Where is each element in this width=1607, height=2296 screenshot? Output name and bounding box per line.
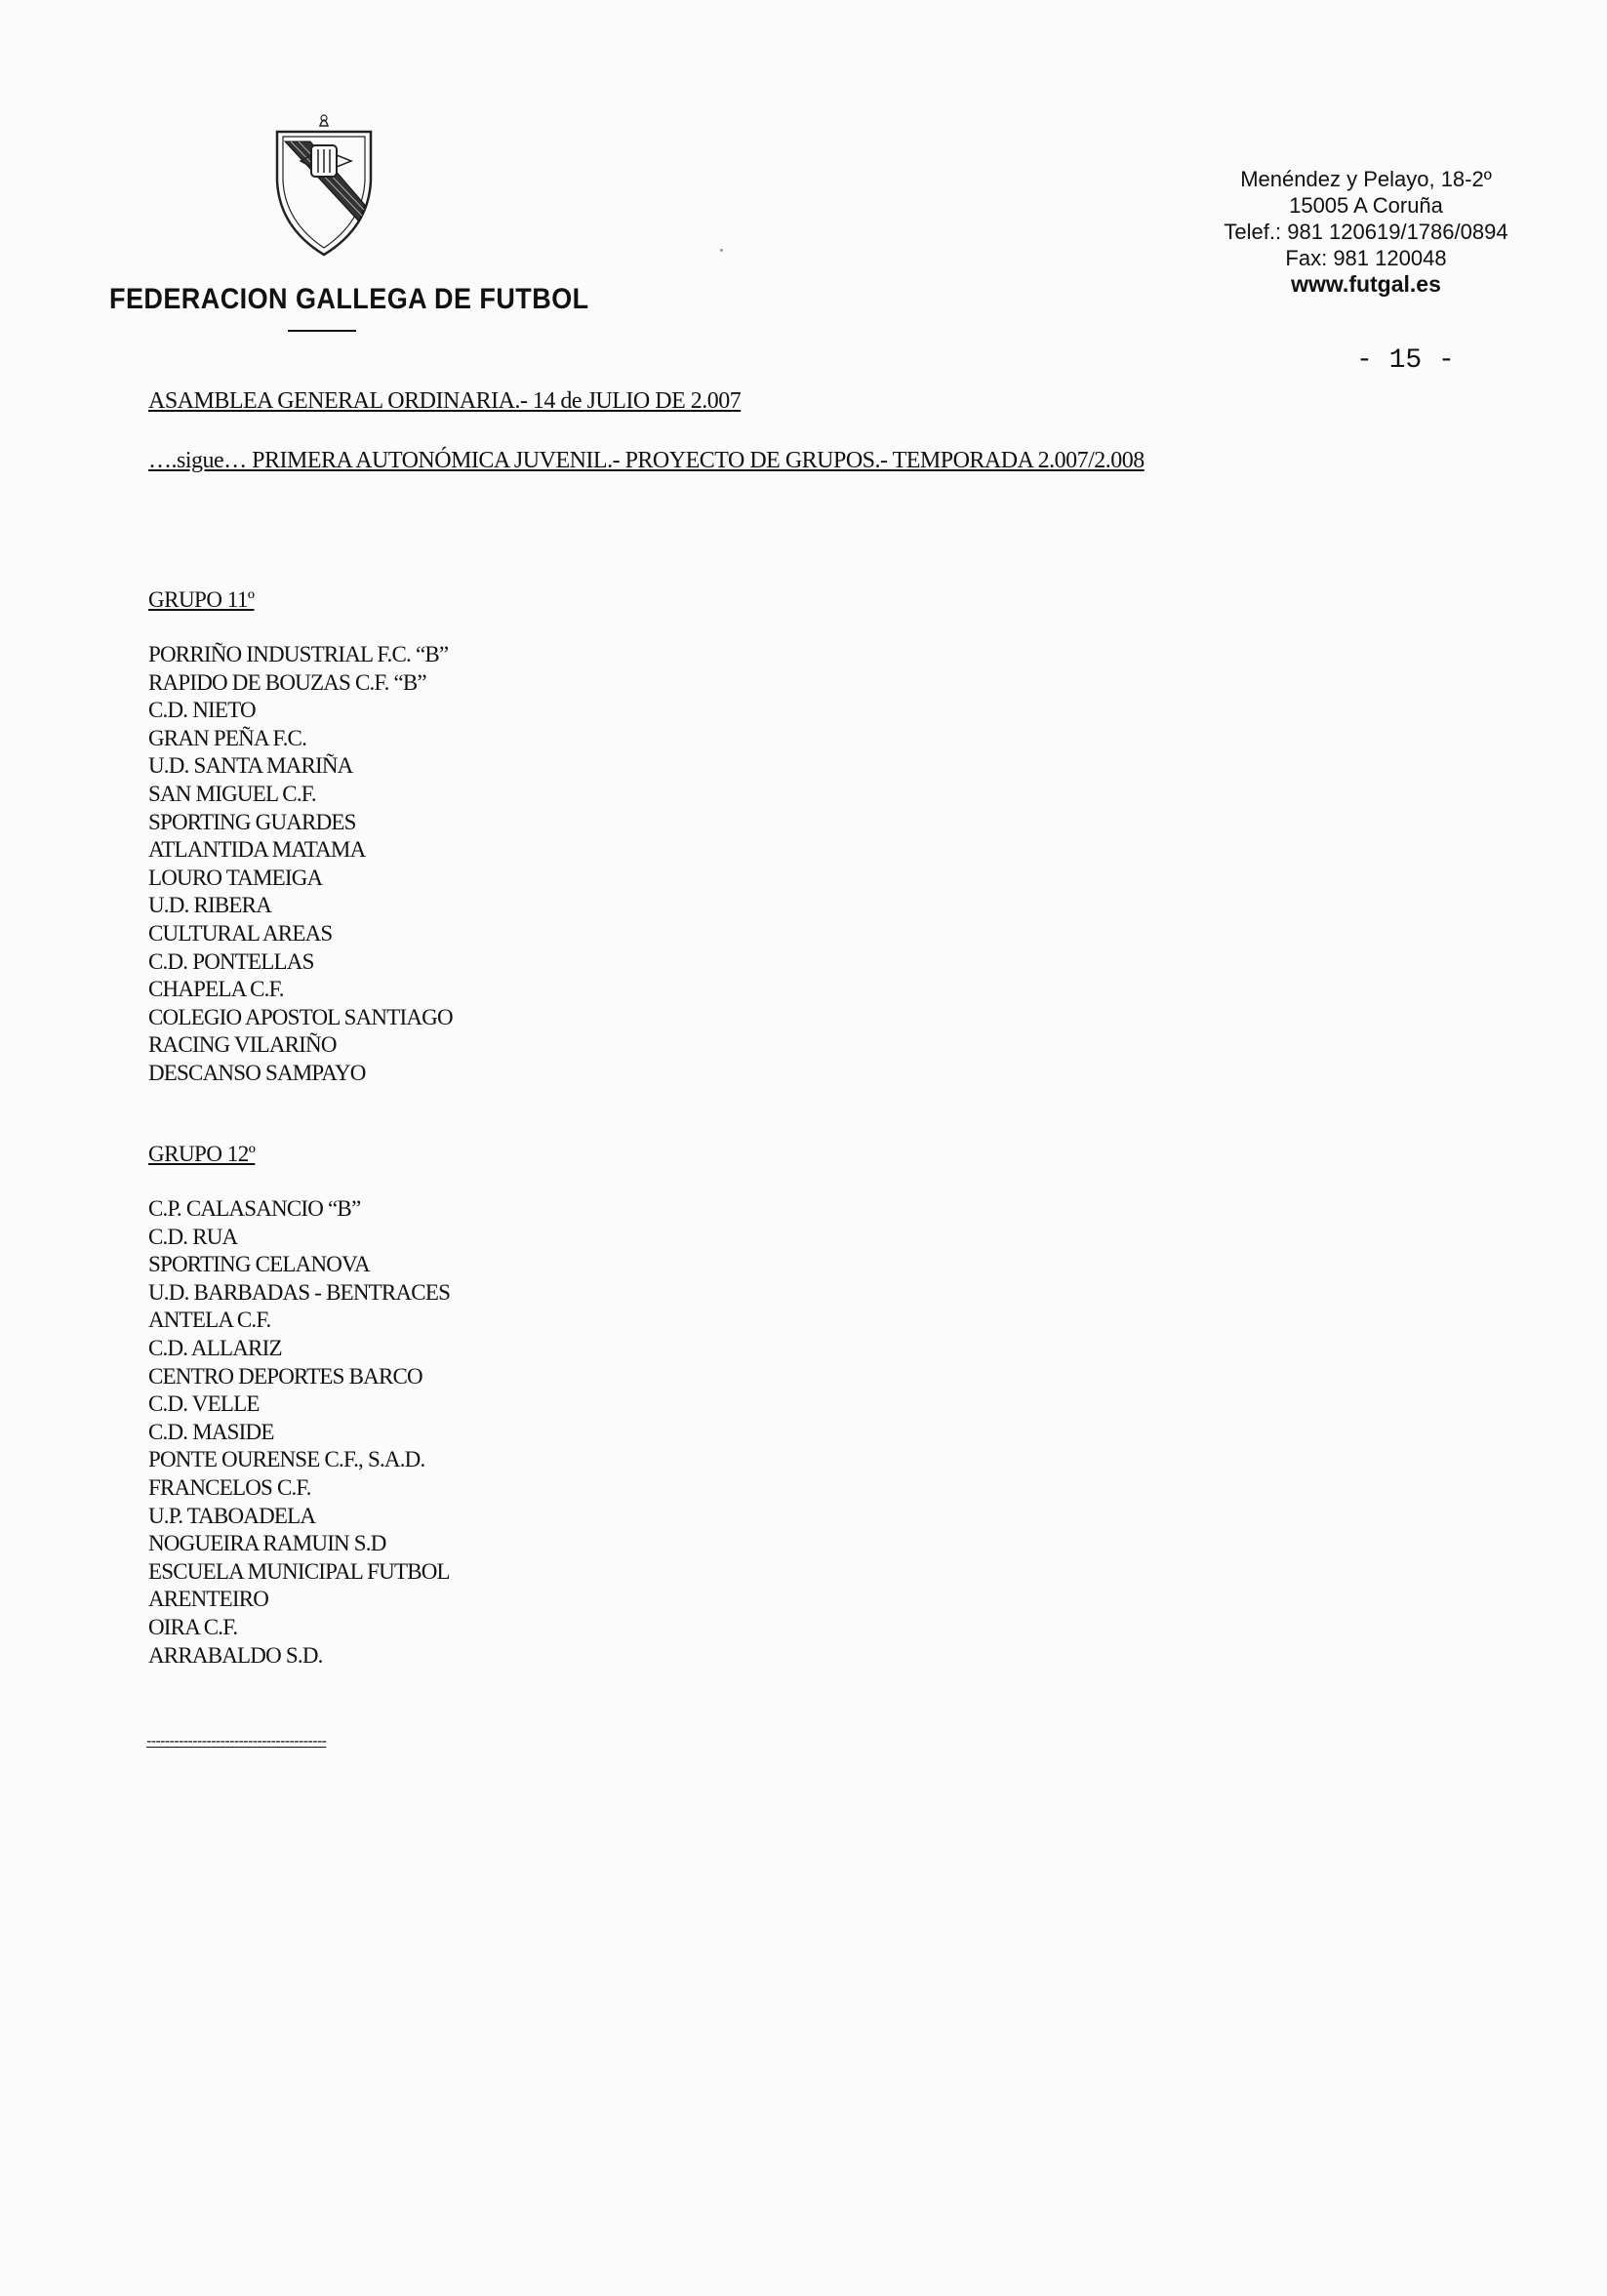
fax: Fax: 981 120048 — [1285, 246, 1447, 270]
page-number: - 15 - — [1356, 345, 1455, 376]
federation-name: FEDERACION GALLEGA DE FUTBOL — [109, 283, 589, 315]
team-item: COLEGIO APOSTOL SANTIAGO — [148, 1004, 453, 1029]
team-item: SPORTING GUARDES — [148, 809, 356, 834]
telephone: Telef.: 981 120619/1786/0894 — [1224, 220, 1508, 244]
team-item: PONTE OURENSE C.F., S.A.D. — [148, 1447, 425, 1472]
scan-speck — [720, 249, 723, 252]
team-item: CULTURAL AREAS — [148, 920, 333, 946]
team-item: U.D. RIBERA — [148, 893, 272, 918]
team-item: GRAN PEÑA F.C. — [148, 725, 307, 750]
team-item: C.P. CALASANCIO “B” — [148, 1196, 361, 1221]
team-item: RACING VILARIÑO — [148, 1032, 337, 1058]
team-item: ATLANTIDA MATAMA — [148, 837, 366, 863]
team-item: C.D. ALLARIZ — [148, 1335, 282, 1360]
team-item: PORRIÑO INDUSTRIAL F.C. “B” — [148, 642, 449, 666]
team-item: DESCANSO SAMPAYO — [148, 1060, 366, 1085]
team-item: U.D. SANTA MARIÑA — [148, 753, 353, 779]
team-item: C.D. RUA — [148, 1224, 238, 1249]
team-item: NOGUEIRA RAMUIN S.D — [148, 1531, 386, 1556]
team-item: ARENTEIRO — [148, 1587, 269, 1612]
address-line-2: 15005 A Coruña — [1289, 193, 1443, 218]
address-line-1: Menéndez y Pelayo, 18-2º — [1240, 167, 1492, 191]
group-11-team-list — [148, 641, 453, 1088]
group-11-title: GRUPO 11º — [148, 587, 255, 612]
team-item: RAPIDO DE BOUZAS C.F. “B” — [148, 669, 426, 695]
team-item: CENTRO DEPORTES BARCO — [148, 1363, 422, 1389]
team-item: ANTELA C.F. — [148, 1308, 271, 1333]
document-subtitle: ….sigue… PRIMERA AUTONÓMICA JUVENIL.- PROYECTO DE GRUPOS.- TEMPORADA 2.007/2.008 — [148, 448, 1145, 473]
assembly-title: ASAMBLEA GENERAL ORDINARIA.- 14 de JULIO DE 2.007 — [148, 388, 742, 414]
end-separator: --------------------------------------- — [146, 1733, 327, 1750]
team-item: CHAPELA C.F. — [148, 977, 284, 1002]
team-item: LOURO TAMEIGA — [148, 865, 323, 890]
team-item: C.D. MASIDE — [148, 1419, 274, 1444]
team-item: SPORTING CELANOVA — [148, 1252, 370, 1277]
team-item: U.P. TABOADELA — [148, 1503, 316, 1528]
team-item: SAN MIGUEL C.F. — [148, 781, 316, 806]
team-item: C.D. NIETO — [148, 698, 256, 723]
group-12-team-list — [148, 1195, 450, 1670]
contact-block — [1171, 166, 1561, 298]
team-item: C.D. PONTELLAS — [148, 948, 314, 974]
team-item: U.D. BARBADAS - BENTRACES — [148, 1279, 451, 1305]
team-item: OIRA C.F. — [148, 1614, 238, 1639]
federation-shield-logo — [271, 112, 377, 257]
team-item: ESCUELA MUNICIPAL FUTBOL — [148, 1558, 450, 1584]
group-12-title: GRUPO 12º — [148, 1142, 256, 1166]
team-item: C.D. VELLE — [148, 1391, 260, 1417]
website-link[interactable]: www.futgal.es — [1291, 271, 1441, 297]
team-item: ARRABALDO S.D. — [148, 1642, 323, 1668]
federation-name-underline — [288, 330, 356, 332]
team-item: FRANCELOS C.F. — [148, 1474, 311, 1500]
